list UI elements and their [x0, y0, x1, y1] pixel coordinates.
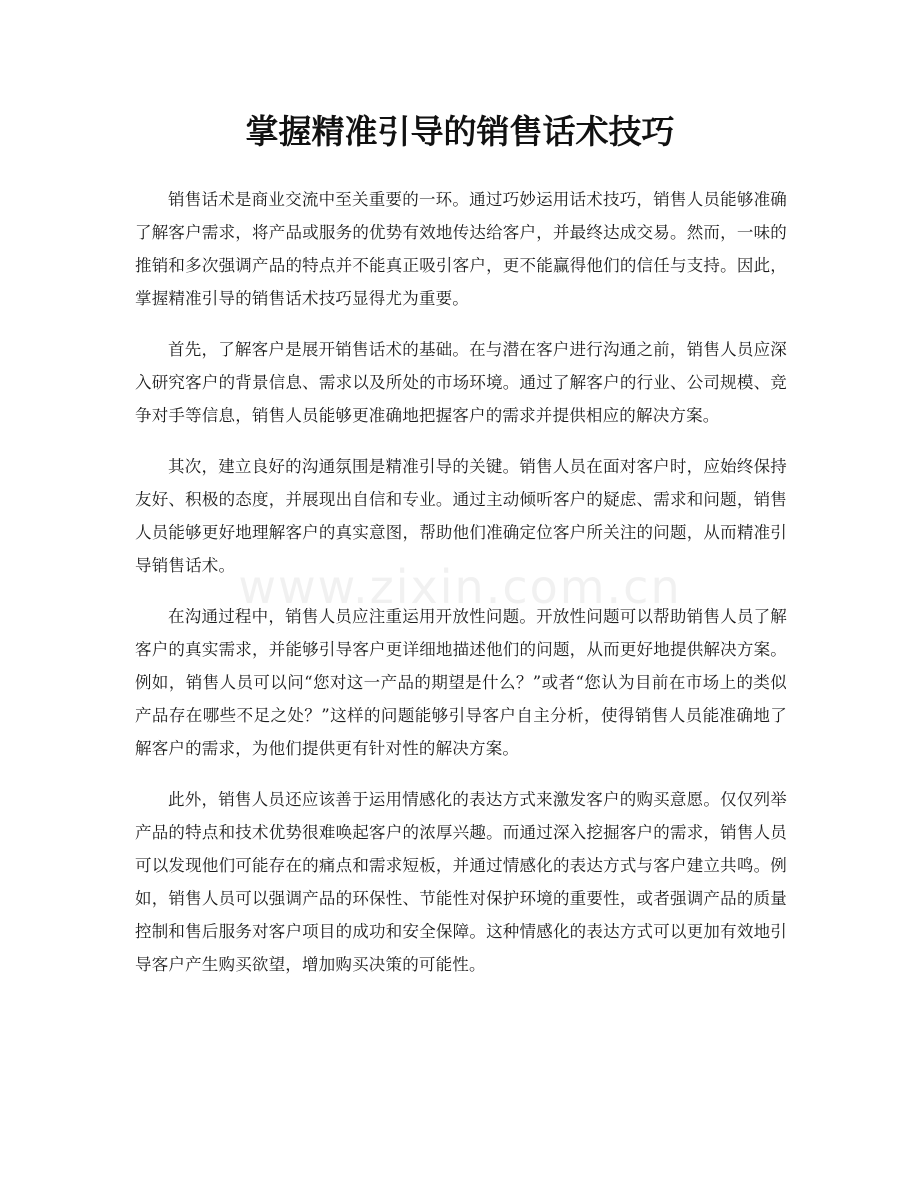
paragraph-2: 首先，了解客户是展开销售话术的基础。在与潜在客户进行沟通之前，销售人员应深入研究客户的背景信息、需求以及所处的市场环境。通过了解客户的行业、公司规模、竞争对手等信息，销售人员能够更准确地把握客户的需求并提供相应的解决方案。: [135, 340, 787, 425]
watermark: www.zixin.com.cn: [238, 560, 682, 614]
document-body: [135, 183, 787, 999]
paragraph-4: 在沟通过程中，销售人员应注重运用开放性问题。开放性问题可以帮助销售人员了解客户的真实需求，并能够引导客户更详细地描述他们的问题，从而更好地提供解决方案。例如，销售人员可以问“您对这一产品的期望是什么？”或者“您认为目前在市场上的类似产品存在哪些不足之处？”这样的问题能够引导客户自主分析，使得销售人员能准确地了解客户的需求，为他们提供更有针对性的解决方案。: [135, 607, 787, 758]
paragraph-3: 其次，建立良好的沟通氛围是精准引导的关键。销售人员在面对客户时，应始终保持友好、积极的态度，并展现出自信和专业。通过主动倾听客户的疑虑、需求和问题，销售人员能够更好地理解客户的真实意图，帮助他们准确定位客户所关注的问题，从而精准引导销售话术。: [135, 457, 787, 575]
paragraph-5: 此外，销售人员还应该善于运用情感化的表达方式来激发客户的购买意愿。仅仅列举产品的特点和技术优势很难唤起客户的浓厚兴趣。而通过深入挖掘客户的需求，销售人员可以发现他们可能存在的痛点和需求短板，并通过情感化的表达方式与客户建立共鸣。例如，销售人员可以强调产品的环保性、节能性对保护环境的重要性，或者强调产品的质量控制和售后服务对客户项目的成功和安全保障。这种情感化的表达方式可以更加有效地引导客户产生购买欲望，增加购买决策的可能性。: [135, 790, 787, 974]
paragraph-1: 销售话术是商业交流中至关重要的一环。通过巧妙运用话术技巧，销售人员能够准确了解客户需求，将产品或服务的优势有效地传达给客户，并最终达成交易。然而，一味的推销和多次强调产品的特点并不能真正吸引客户，更不能赢得他们的信任与支持。因此，掌握精准引导的销售话术技巧显得尤为重要。: [135, 190, 787, 308]
document-title: 掌握精准引导的销售话术技巧: [245, 112, 675, 151]
